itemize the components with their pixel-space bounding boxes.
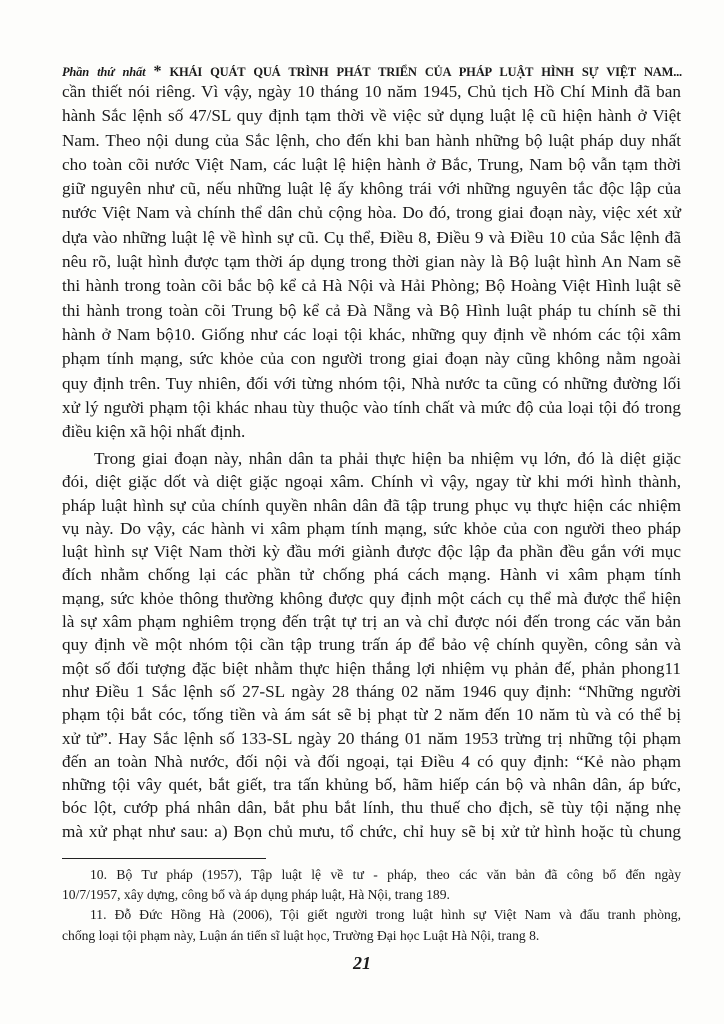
text-line: đến an toàn Nhà nước, đối nội và đối ngoại, tại Điều 4 có quy định: “Kẻ nào phạm	[62, 751, 681, 771]
footnote-10	[62, 865, 681, 905]
text-line: vụ này. Do vậy, các hành vi xâm phạm tính mạng, sức khỏe của con người theo pháp	[62, 518, 681, 538]
text-line: hành Sắc lệnh số 47/SL quy định tạm thời về việc sử dụng luật lệ cũ hiện hành ở Việt	[62, 106, 681, 126]
text-line: cần thiết nói riêng. Vì vậy, ngày 10 tháng 10 năm 1945, Chủ tịch Hồ Chí Minh đã ban	[62, 82, 681, 101]
text-line: chống loại tội phạm này, Luận án tiến sĩ luật học, Trường Đại học Luật Hà Nội, trang 8.	[62, 927, 540, 943]
text-line: điều kiện xã hội nhất định.	[62, 422, 246, 442]
text-line: là sự xâm phạm nghiêm trọng đến trật tự trị an và chỉ được nói đến trong các văn bản	[62, 612, 681, 632]
text-line: quy định trên. Tuy nhiên, đối với từng nhóm tội, Nhà nước ta cũng có những đường lối	[62, 373, 681, 393]
text-line: 10. Bộ Tư pháp (1957), Tập luật lệ về tư - pháp, theo các văn bản đã công bố đến ngày	[90, 867, 681, 882]
body-paragraph-1	[62, 80, 681, 444]
chapter-title: KHÁI QUÁT QUÁ TRÌNH PHÁT TRIỂN CỦA PHÁP LUẬT HÌNH SỰ VIỆT NAM...	[169, 65, 682, 79]
text-line: những tội vây quét, bắt giết, tra tấn khủng bố, hãm hiếp cán bộ và nhân dân, áp bức,	[62, 775, 681, 795]
footnote-divider	[62, 858, 266, 859]
text-line: luật hình sự Việt Nam thời kỳ đầu mới giành được độc lập đa phần đều gắn với mục	[62, 542, 681, 562]
text-line: một số đối tượng đặc biệt nhằm thực hiện thắng lợi nhiệm vụ phản đế, phản phong11	[62, 658, 681, 678]
body-paragraph-2	[62, 447, 681, 843]
text-line: xử tử”. Hay Sắc lệnh số 133-SL ngày 20 tháng 01 năm 1953 trừng trị những tội phạm	[62, 728, 681, 748]
text-line: 10/7/1957, xây dựng, công bố và áp dụng pháp luật, Hà Nội, trang 189.	[62, 887, 450, 903]
text-line: thi hành trong toàn cõi bắc bộ kể cả Hà Nội và Hải Phòng; Bộ Hoàng Việt Hình luật sẽ	[62, 276, 681, 296]
running-header	[62, 63, 682, 81]
text-line: mạng, sức khỏe thông thường không được quy định một cách cụ thể mà được thể hiện	[62, 588, 681, 608]
text-line: 11. Đỗ Đức Hồng Hà (2006), Tội giết người trong luật hình sự Việt Nam và đấu tranh phòng,	[90, 907, 681, 923]
text-line: nước Việt Nam và chính thể dân chủ cộng hòa. Do đó, trong giai đoạn này, việc xét xử	[62, 203, 681, 223]
part-label: Phần thứ nhất	[62, 65, 146, 79]
text-line: mà xử phạt như sau: a) Bọn chủ mưu, tổ chức, chỉ huy sẽ bị xử tử hình hoặc tù chung	[62, 821, 681, 841]
text-line: Nam. Theo nội dung của Sắc lệnh, cho đến khi ban hành những bộ luật pháp duy nhất	[62, 130, 681, 150]
text-line: đói, diệt giặc dốt và diệt giặc ngoại xâm. Chính vì vậy, ngay từ khi mới hình thành,	[62, 472, 681, 492]
text-line: thi hành trong toàn cõi Trung bộ kể cả Đà Nẵng và Bộ Hình luật pháp tu chính sẽ thi	[62, 300, 681, 320]
text-line: hành ở Nam bộ10. Giống như các loại tội khác, những quy định về nhóm các tội xâm	[62, 324, 681, 344]
text-line: quy định về một nhóm tội cần tập trung trấn áp để bảo vệ chính quyền, công sản và	[62, 635, 681, 655]
text-line: nêu rõ, luật hình được tạm thời áp dụng trong thời gian này là Bộ luật hình An Nam sẽ	[62, 252, 681, 272]
text-line: như Điều 1 Sắc lệnh số 27-SL ngày 28 tháng 02 năm 1946 quy định: “Những người	[62, 681, 681, 701]
text-line: xử lý người phạm tội khác nhau tùy thuộc vào tính chất và mức độ của loại tội đó trong	[62, 397, 681, 417]
text-line: đích nhằm chống lại các phần tử chống phá cách mạng. Hành vi xâm phạm tính	[62, 565, 681, 585]
text-line: pháp luật hình sự của chính quyền nhân dân đã tập trung phục vụ thực hiện các nhiệm	[62, 495, 681, 515]
text-line: phạm tính mạng, sức khỏe của con người trong giai đoạn này cũng không nằm ngoài	[62, 349, 681, 369]
page-number: 21	[353, 953, 371, 973]
text-line: cho toàn cõi nước Việt Nam, các luật lệ hiện hành ở Bắc, Trung, Nam bộ vẫn tạm thời	[62, 154, 681, 174]
footnote-11	[62, 905, 681, 945]
text-line: dựa vào những luật lệ về hình sự cũ. Cụ thể, Điều 8, Điều 9 và Điều 10 của Sắc lệnh đã	[62, 227, 681, 247]
star-separator: *	[153, 63, 162, 80]
text-line: giữ nguyên như cũ, nếu những luật lệ ấy không trái với những nguyên tắc độc lập của	[62, 179, 681, 199]
text-line: bóc lột, cướp phá nhân dân, bắt phu bắt lính, thu thuế cho địch, sẽ tùy tội nặng nhẹ	[62, 798, 681, 818]
text-line: phạm tội bắt cóc, tống tiền và ám sát sẽ bị phạt từ 2 năm đến 10 năm tù và có thể bị	[62, 705, 681, 725]
footnotes	[62, 865, 681, 946]
text-line: Trong giai đoạn này, nhân dân ta phải thực hiện ba nhiệm vụ lớn, đó là diệt giặc	[94, 449, 681, 468]
